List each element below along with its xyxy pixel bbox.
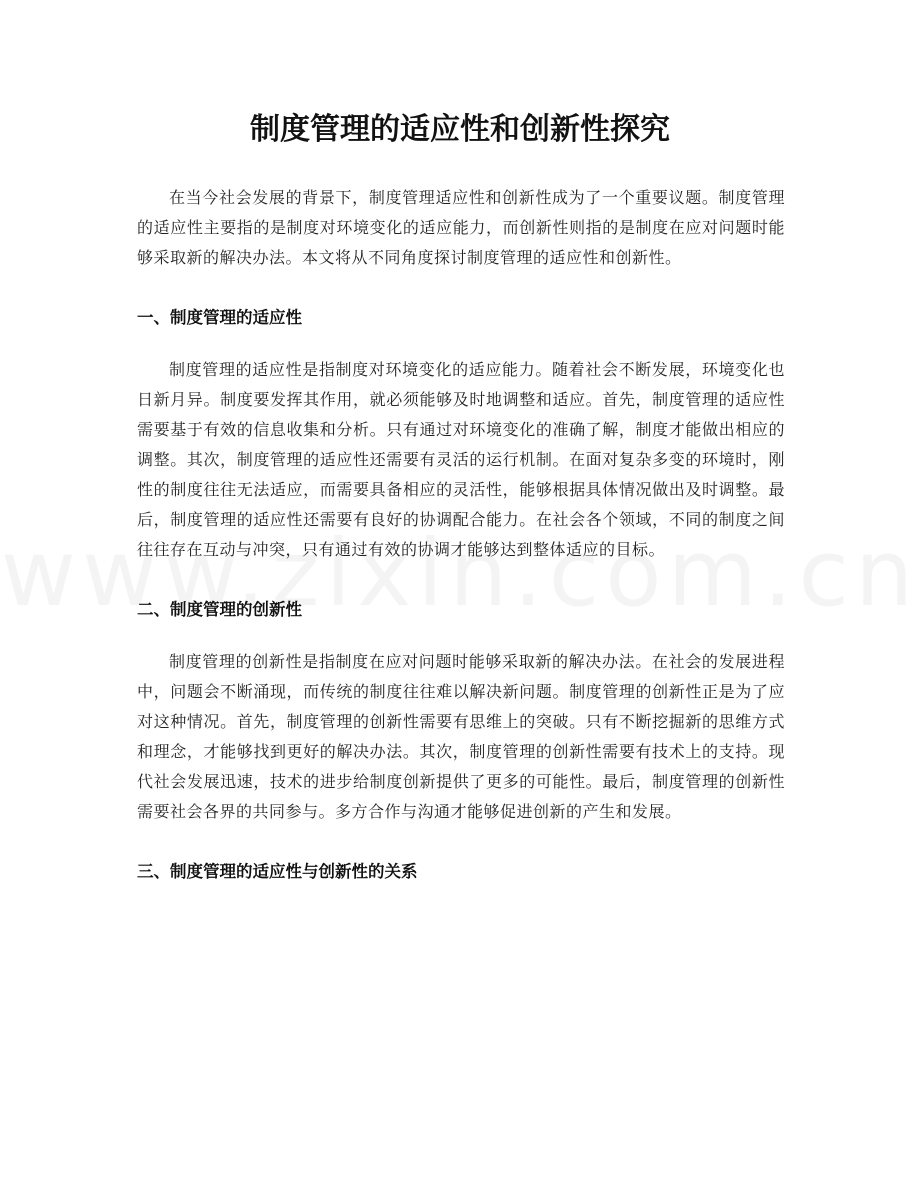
- spacer: [137, 565, 785, 595]
- section-heading-1: 一、制度管理的适应性: [137, 308, 302, 327]
- document-title: 制度管理的适应性和创新性探究: [250, 112, 670, 147]
- spacer: [137, 273, 785, 303]
- spacer: [137, 625, 785, 647]
- intro-paragraph: 在当今社会发展的背景下，制度管理适应性和创新性成为了一个重要议题。制度管理的适应性主要指的是制度对环境变化的适应能力，而创新性则指的是制度在应对问题时能够采取新的解决办法。本文将从不同角度探讨制度管理的适应性和创新性。: [137, 188, 785, 267]
- section-paragraph-1: 制度管理的适应性是指制度对环境变化的适应能力。随着社会不断发展，环境变化也日新月异。制度要发挥其作用，就必须能够及时地调整和适应。首先，制度管理的适应性需要基于有效的信息收集和分析。只有通过对环境变化的准确了解，制度才能做出相应的调整。其次，制度管理的适应性还需要有灵活的运行机制。在面对复杂多变的环境时，刚性的制度往往无法适应，而需要具备相应的灵活性，能够根据具体情况做出及时调整。最后，制度管理的适应性还需要有良好的协调配合能力。在社会各个领域，不同的制度之间往往存在互动与冲突，只有通过有效的协调才能够达到整体适应的目标。: [137, 360, 785, 559]
- document-body: [137, 183, 785, 887]
- spacer: [137, 827, 785, 857]
- section-paragraph-2: 制度管理的创新性是指制度在应对问题时能够采取新的解决办法。在社会的发展进程中，问题会不断涌现，而传统的制度往往难以解决新问题。制度管理的创新性正是为了应对这种情况。首先，制度管理的创新性需要有思维上的突破。只有不断挖掘新的思维方式和理念，才能够找到更好的解决办法。其次，制度管理的创新性需要有技术上的支持。现代社会发展迅速，技术的进步给制度创新提供了更多的可能性。最后，制度管理的创新性需要社会各界的共同参与。多方合作与沟通才能够促进创新的产生和发展。: [137, 652, 785, 821]
- spacer: [137, 333, 785, 355]
- section-heading-3: 三、制度管理的适应性与创新性的关系: [137, 862, 418, 881]
- section-heading-2: 二、制度管理的创新性: [137, 600, 302, 619]
